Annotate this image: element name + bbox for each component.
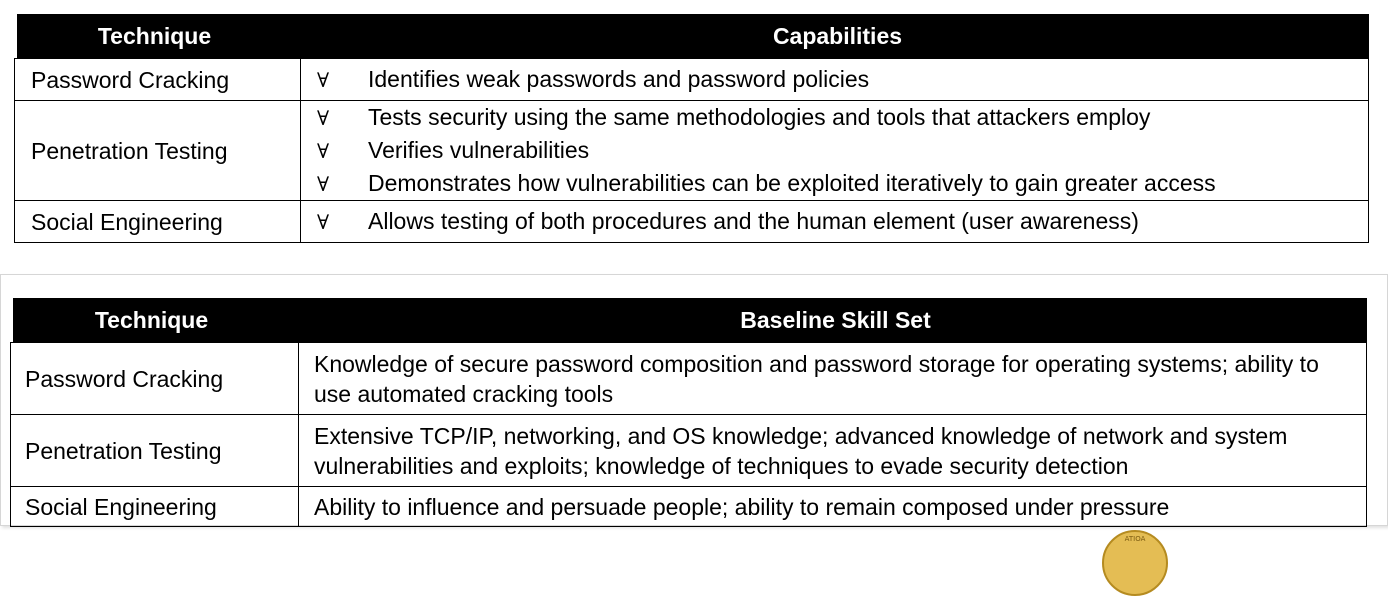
technique-header: Technique xyxy=(15,14,301,59)
seal-logo xyxy=(1102,530,1168,596)
capability-text: Identifies weak passwords and password policies xyxy=(368,66,870,92)
capability-text: Demonstrates how vulnerabilities can be exploited iteratively to gain greater access xyxy=(368,170,1216,196)
list-item xyxy=(317,134,1368,167)
capabilities-cell xyxy=(301,101,1369,201)
technique-cell: Penetration Testing xyxy=(15,101,301,201)
skills-header-row xyxy=(11,298,1367,343)
bullet-icon: ∀ xyxy=(317,172,330,196)
capability-list xyxy=(317,205,1368,238)
capability-text: Allows testing of both procedures and the human element (user awareness) xyxy=(368,208,1139,234)
skills-cell: Ability to influence and persuade people; ability to remain composed under pressure xyxy=(299,487,1367,527)
seal-text: ATIOA xyxy=(1124,535,1146,543)
technique-cell: Social Engineering xyxy=(15,201,301,243)
list-item xyxy=(317,167,1368,200)
capabilities-header: Capabilities xyxy=(301,14,1369,59)
capabilities-header-row xyxy=(15,14,1369,59)
skills-table xyxy=(10,298,1367,527)
technique-header: Technique xyxy=(11,298,299,343)
technique-cell: Social Engineering xyxy=(11,487,299,527)
capability-text: Verifies vulnerabilities xyxy=(368,137,590,163)
capability-list xyxy=(317,101,1368,200)
table-row xyxy=(15,101,1369,201)
table-row xyxy=(11,415,1367,487)
technique-cell: Penetration Testing xyxy=(11,415,299,487)
table-row xyxy=(11,487,1367,527)
bullet-icon: ∀ xyxy=(317,210,330,234)
table-row xyxy=(15,201,1369,243)
capability-text: Tests security using the same methodologies and tools that attackers employ xyxy=(368,104,1151,130)
capabilities-table xyxy=(14,14,1369,243)
table-row xyxy=(11,343,1367,415)
skills-cell: Extensive TCP/IP, networking, and OS knowledge; advanced knowledge of network and system vulnerabilities and exploits; knowledge of techniques to evade security detection xyxy=(299,415,1367,487)
bullet-icon: ∀ xyxy=(317,106,330,130)
table-row xyxy=(15,59,1369,101)
capability-list xyxy=(317,63,1368,96)
list-item xyxy=(317,63,1368,96)
skills-header: Baseline Skill Set xyxy=(299,298,1367,343)
capabilities-cell xyxy=(301,59,1369,101)
bullet-icon: ∀ xyxy=(317,139,330,163)
list-item xyxy=(317,101,1368,134)
technique-cell: Password Cracking xyxy=(11,343,299,415)
technique-cell: Password Cracking xyxy=(15,59,301,101)
skills-cell: Knowledge of secure password composition and password storage for operating systems; ability to use automated cracking tools xyxy=(299,343,1367,415)
list-item xyxy=(317,205,1368,238)
capabilities-cell xyxy=(301,201,1369,243)
bullet-icon: ∀ xyxy=(317,68,330,92)
